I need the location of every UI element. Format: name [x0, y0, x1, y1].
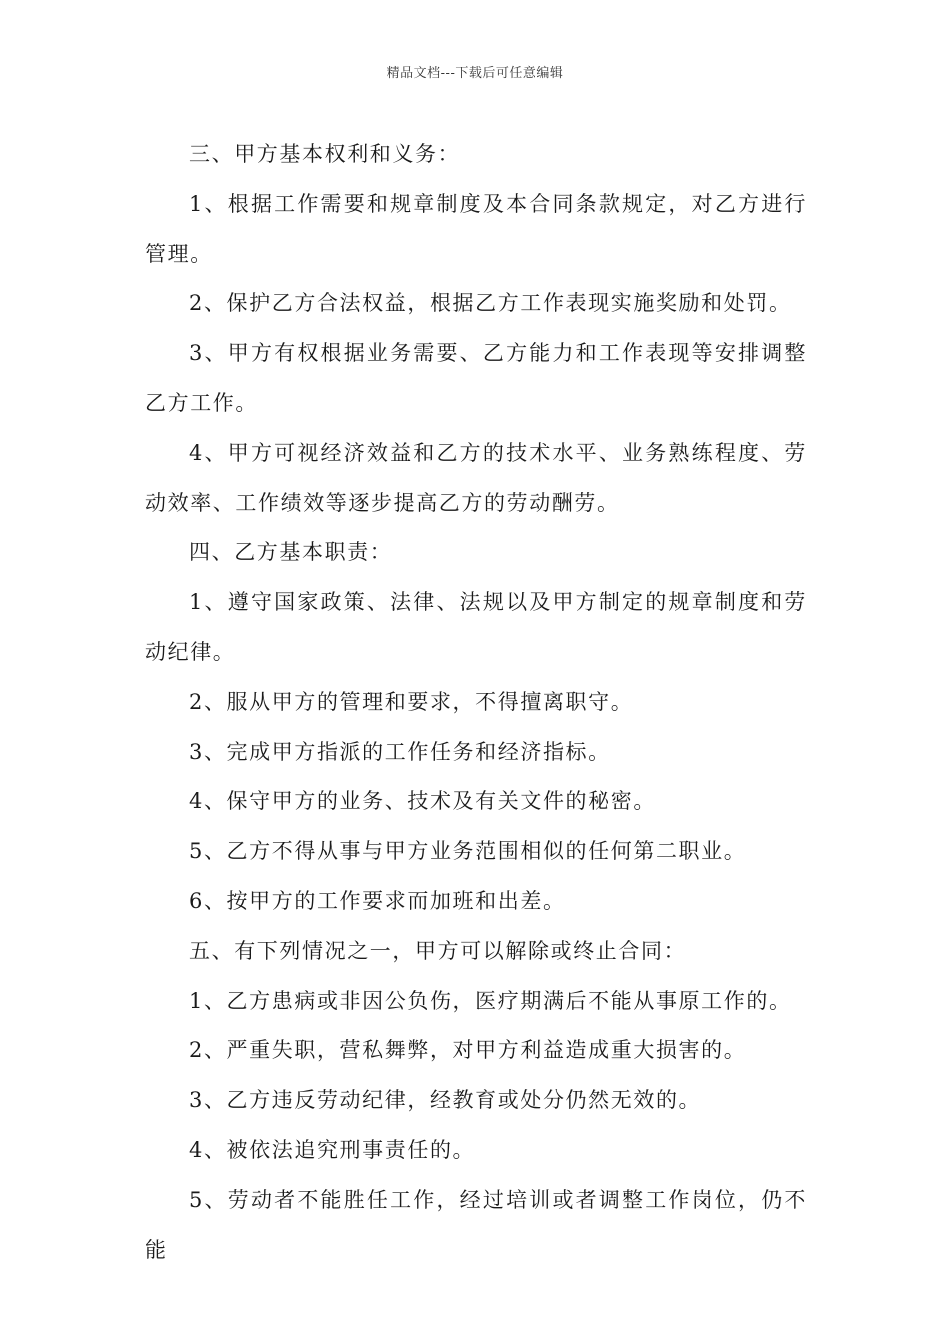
clause-paragraph: 1、根据工作需要和规章制度及本合同条款规定，对乙方进行管理。 — [145, 191, 807, 266]
clause-paragraph: 4、保守甲方的业务、技术及有关文件的秘密。 — [189, 789, 656, 814]
clause-paragraph: 3、完成甲方指派的工作任务和经济指标。 — [189, 739, 611, 764]
clause-paragraph: 2、保护乙方合法权益，根据乙方工作表现实施奖励和处罚。 — [189, 291, 792, 316]
clause-paragraph: 2、严重失职，营私舞弊，对甲方利益造成重大损害的。 — [189, 1038, 747, 1063]
section-heading-3: 三、甲方基本权利和义务： — [189, 142, 461, 166]
clause-paragraph: 1、遵守国家政策、法律、法规以及甲方制定的规章制度和劳动纪律。 — [145, 590, 807, 664]
document-body — [145, 130, 807, 1275]
clause-paragraph: 4、被依法追究刑事责任的。 — [189, 1137, 476, 1162]
clause-paragraph: 3、甲方有权根据业务需要、乙方能力和工作表现等安排调整乙方工作。 — [145, 341, 807, 415]
clause-paragraph: 6、按甲方的工作要求而加班和出差。 — [189, 888, 566, 913]
clause-paragraph: 2、服从甲方的管理和要求，不得擅离职守。 — [189, 689, 634, 714]
clause-paragraph: 5、劳动者不能胜任工作，经过培训或者调整工作岗位，仍不能 — [145, 1187, 807, 1262]
clause-paragraph: 3、乙方违反劳动纪律，经教育或处分仍然无效的。 — [189, 1088, 702, 1113]
section-heading-5: 五、有下列情况之一，甲方可以解除或终止合同： — [189, 938, 687, 963]
clause-paragraph: 1、乙方患病或非因公负伤，医疗期满后不能从事原工作的。 — [189, 988, 792, 1013]
clause-paragraph: 5、乙方不得从事与甲方业务范围相似的任何第二职业。 — [189, 839, 747, 864]
clause-paragraph: 4、甲方可视经济效益和乙方的技术水平、业务熟练程度、劳动效率、工作绩效等逐步提高乙方的劳动酬劳。 — [145, 440, 807, 515]
page-header: 精品文档---下载后可任意编辑 — [386, 66, 564, 81]
section-heading-4: 四、乙方基本职责： — [189, 540, 393, 565]
